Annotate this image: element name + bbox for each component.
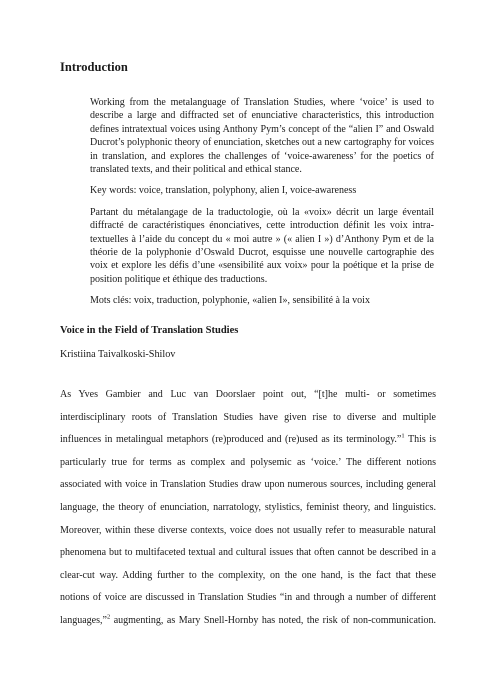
abstract-fr-line: textuelles à l’aide du concept du « moi autre » (« alien I ») d’Anthony Pym et de la [90,233,434,245]
footnote-marker-1[interactable]: 1 [401,432,405,440]
section-heading: Voice in the Field of Translation Studies [60,325,239,336]
abstract-en-line: defines intratextual voices using Anthony Pym’s concept of the “alien I” and Oswald [90,123,434,135]
keywords-french: Mots clés: voix, traduction, polyphonie, «alien I», sensibilité à la voix [90,295,370,307]
abstract-en-line: Working from the metalanguage of Translation Studies, where ‘voice’ is used to [90,97,434,108]
body-line [60,610,436,633]
introduction-heading: Introduction [60,60,128,74]
body-line: notions of voice are discussed in Translation Studies “in and through a number of different [60,592,436,604]
abstract-fr-line: diffracté de caractéristiques énonciatives, cette introduction définit les voix intra- [90,220,434,232]
body-text-run: augmenting, as Mary Snell-Hornby has noted, the risk of non-communication. [110,614,436,626]
body-text-run: languages,” [60,614,107,626]
body-line: As Yves Gambier and Luc van Doorslaer point out, “[t]he multi- or sometimes [60,389,436,400]
body-text-run: influences in metalingual metaphors (re)produced and (re)used as its terminology.” [60,434,402,446]
abstract-french [90,206,434,286]
abstract-en-line: Ducrot’s polyphonic theory of enunciation, sketches out a new cartography for voices [90,137,434,149]
footnote-marker-2[interactable]: 2 [106,613,111,621]
body-paragraph [60,384,436,633]
abstract-en-line: translated texts, and their political and ethical stance. [90,164,302,176]
abstract-english [90,96,434,176]
keywords-english: Key words: voice, translation, polyphony, alien I, voice-awareness [90,185,357,197]
body-text-run: This is [404,434,436,446]
abstract-fr-line: voix et explore les défis d’une «sensibilité aux voix» pour la poétique et la prise de [90,260,434,272]
abstract-fr-line: position politique et éthique des traductions. [90,273,268,285]
body-line: Moreover, within these diverse contexts, voice does not usually refer to measurable natural [60,524,436,536]
body-line: language, the theory of enunciation, narratology, stylistics, feminist theory, and linguistics. [60,501,436,513]
author-name: Kristiina Taivalkoski-Shilov [60,349,176,360]
abstract-en-line: in translation, and explores the challenges of ‘voice-awareness’ for the poetics of [90,150,434,162]
abstract-fr-line: théorie de la polyphonie d’Oswald Ducrot, esquisse une nouvelle cartographie des [90,247,434,259]
body-line [60,429,436,452]
abstract-en-line: describe a large and diffracted set of enunciative characteristics, this introduction [90,110,434,122]
body-line: clear-cut way. Adding further to the complexity, on the one hand, is the fact that these [60,569,436,581]
body-line: interdisciplinary roots of Translation Studies have given rise to diverse and multiple [60,411,436,423]
body-line: phenomena but to multifaceted textual and cultural issues that often cannot be described in a [60,547,436,559]
body-line: particularly true for terms as complex and polysemic as ‘voice.’ The different notions [60,456,436,468]
abstract-fr-line: Partant du métalangage de la traductologie, où la «voix» décrit un large éventail [90,206,434,218]
abstract-block [90,96,434,316]
body-line: associated with voice in Translation Studies draw upon numerous sources, including general [60,479,436,491]
